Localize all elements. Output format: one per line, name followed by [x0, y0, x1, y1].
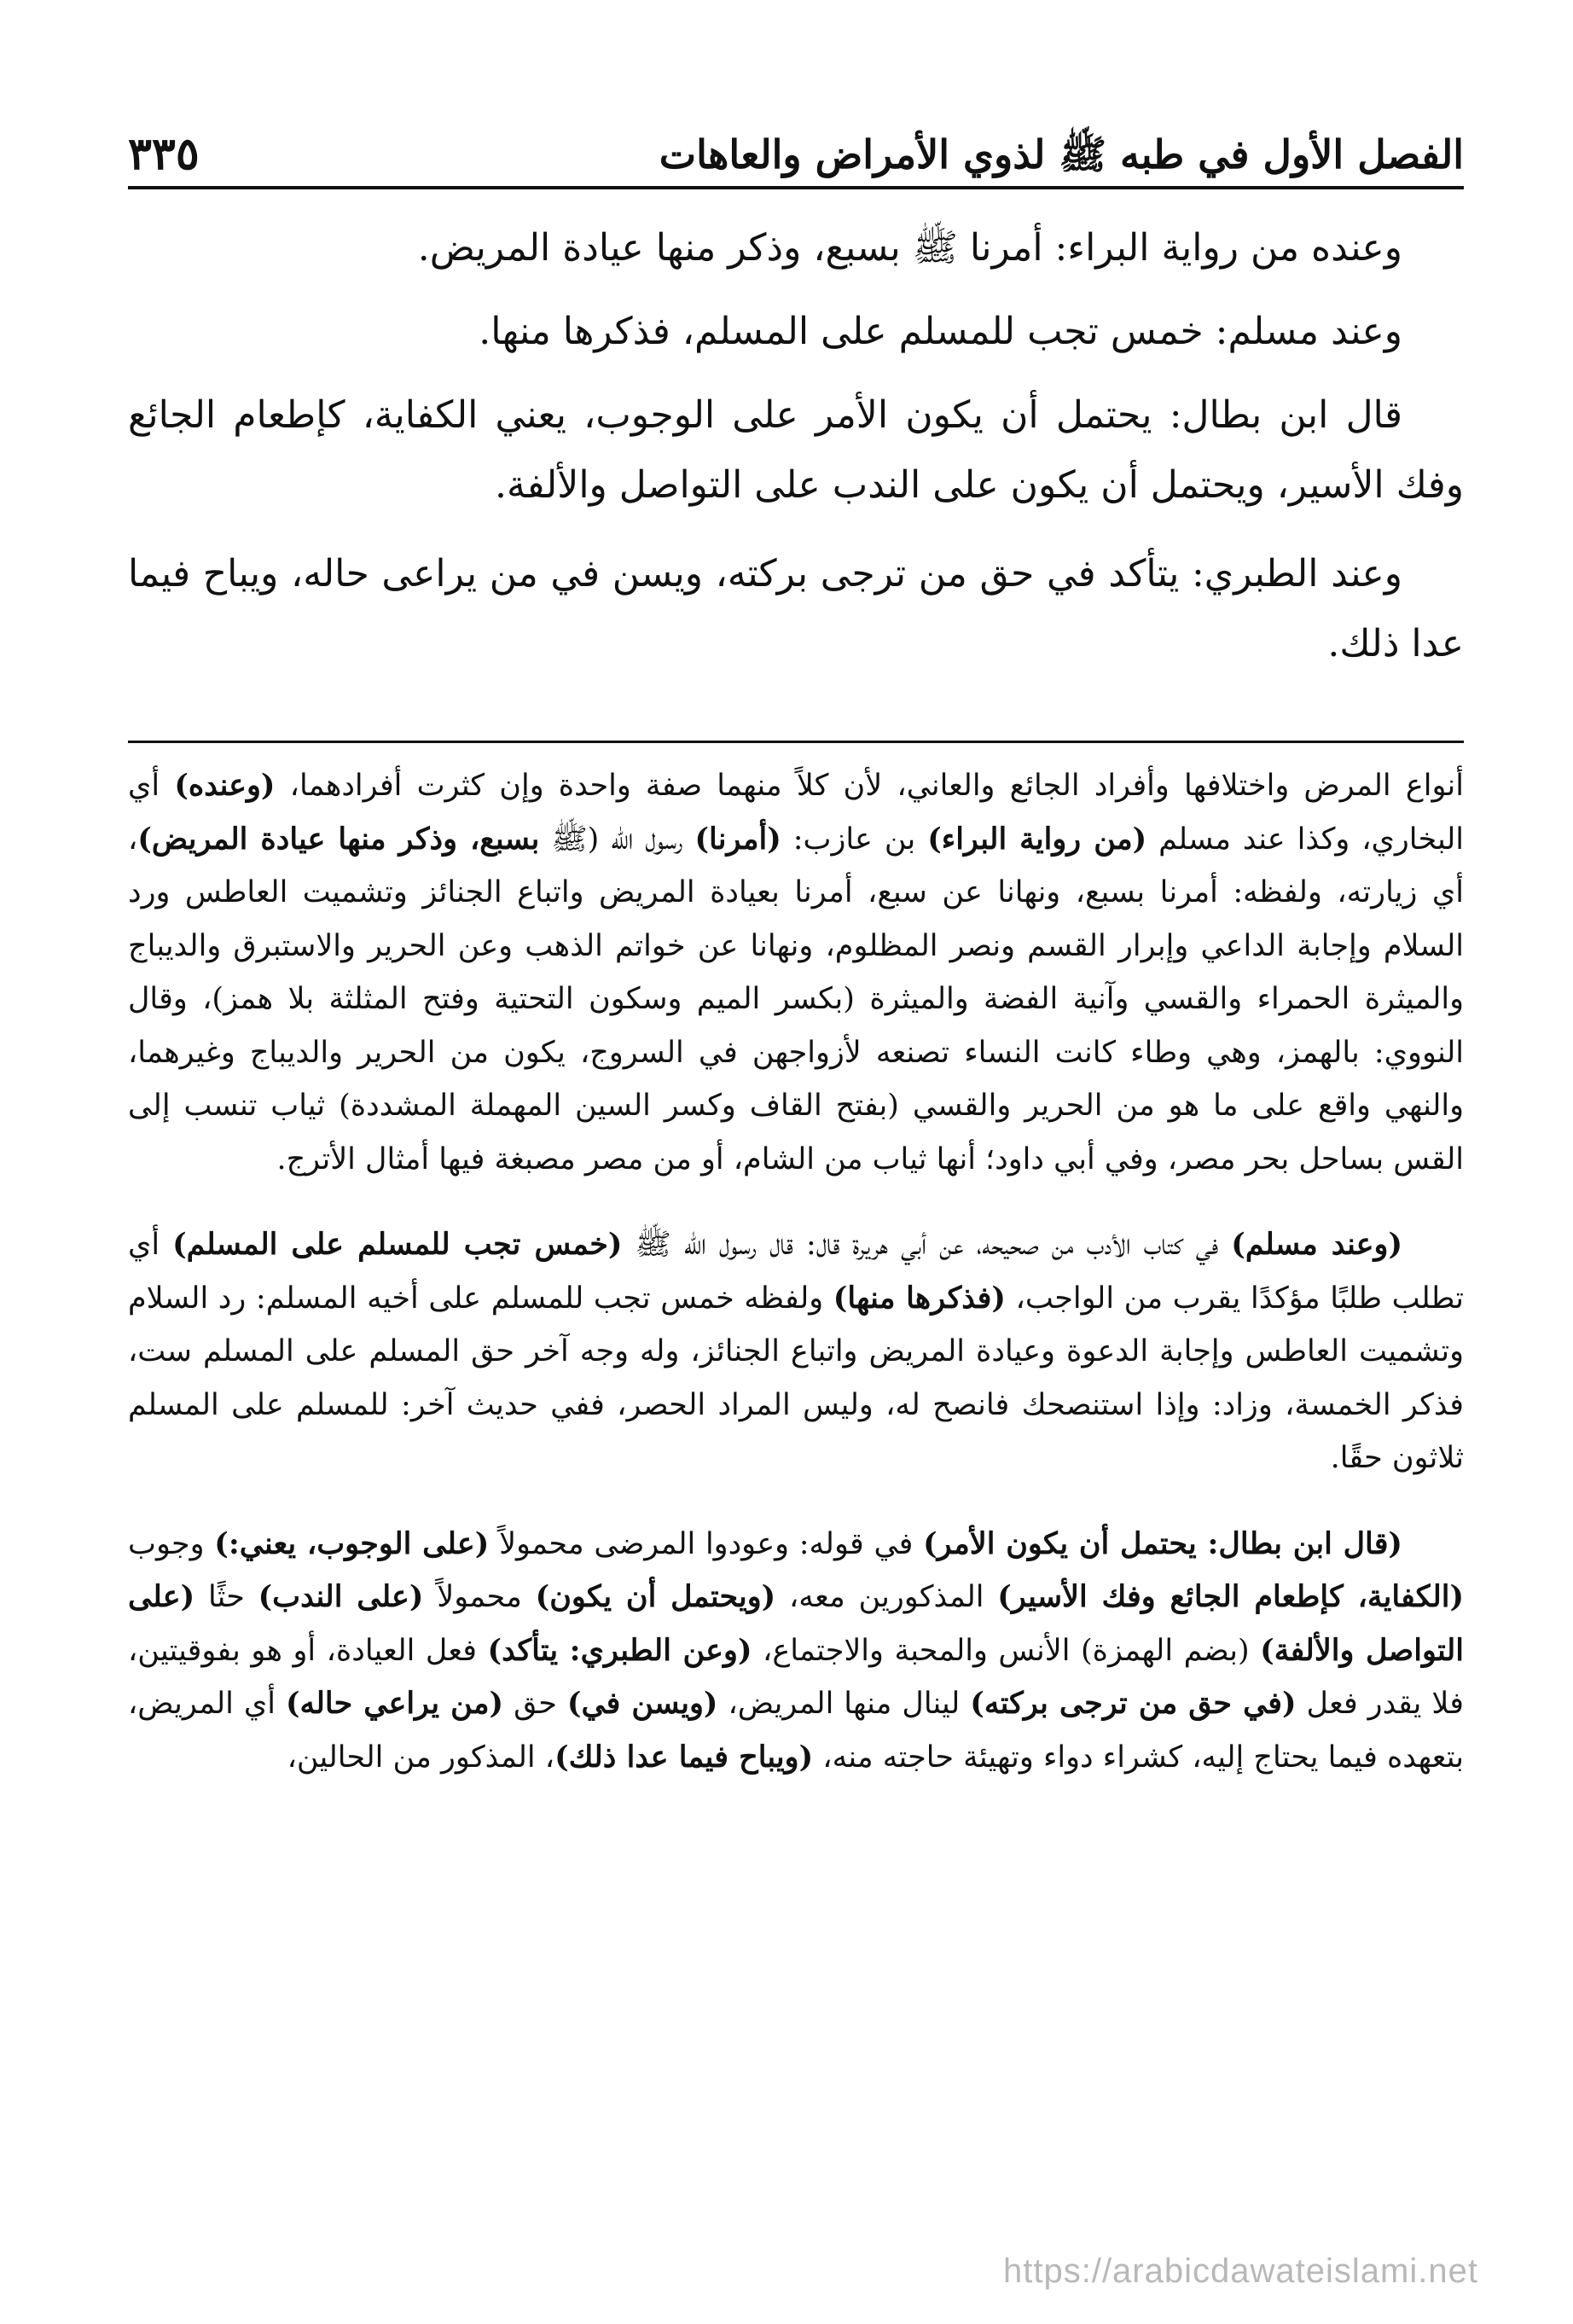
commentary-divider [128, 741, 1464, 743]
matn-paragraph: قال ابن بطال: يحتمل أن يكون الأمر على الوجوب، يعني الكفاية، كإطعام الجائع وفك الأسير، ويحتمل أن يكون على الندب على التواصل والألفة. [128, 393, 1464, 507]
source-watermark: https://arabicdawateislami.net [1003, 2252, 1478, 2290]
commentary-paragraph [128, 759, 1464, 1186]
commentary-text-run: لينال منها المريض، [717, 1687, 971, 1721]
quoted-phrase: (وعنده) [174, 768, 276, 803]
commentary-paragraph [128, 1218, 1464, 1485]
quoted-phrase: (وعن الطبري: يتأكد) [487, 1632, 752, 1668]
quoted-phrase: (وعند مسلم) [1231, 1227, 1403, 1262]
page-number: ٣٣٥ [128, 128, 200, 180]
commentary-text-run: في قوله: وعودوا المرضى محمولاً [489, 1526, 924, 1561]
commentary-text-run: المذكورين معه، [775, 1580, 998, 1614]
commentary-text-run: بن عازب: [781, 822, 928, 857]
commentary-text-run: ، المذكور من الحالين، [287, 1740, 555, 1775]
quoted-phrase: (خمس تجب للمسلم على المسلم) [172, 1227, 623, 1262]
matn-paragraph: وعنده من رواية البراء: أمرنا ﷺ بسبع، وذكر منها عيادة المريض. [417, 226, 1402, 270]
running-header [128, 128, 1464, 181]
quoted-phrase: (على الندب) [258, 1579, 424, 1614]
matn-paragraph: وعند الطبري: يتأكد في حق من ترجى بركته، ويسن في من يراعى حاله، ويباح فيما عدا ذلك. [128, 552, 1464, 665]
commentary-text-run: رسول الله (ﷺ [539, 822, 695, 857]
commentary-text-run: أي البخاري، وكذا عند مسلم [128, 769, 1464, 857]
commentary-text-run: أي المريض، بتعهده فيما يحتاج إليه، كشراء دواء وتهيئة حاجته منه، [128, 1687, 1464, 1775]
quoted-phrase: (الكفاية، كإطعام الجائع وفك الأسير) [997, 1579, 1465, 1614]
quoted-phrase: (في حق من ترجى بركته) [970, 1686, 1297, 1721]
matn-paragraph: وعند مسلم: خمس تجب للمسلم على المسلم، فذكرها منها. [479, 310, 1402, 353]
quoted-phrase: (قال ابن بطال: يحتمل أن يكون الأمر) [923, 1525, 1402, 1561]
commentary-text-run: فعل العيادة، أو هو بفوقيتين، فلا يقدر فعل [128, 1633, 1464, 1721]
quoted-phrase: (على التواصل والألفة) [128, 1579, 1464, 1668]
quoted-phrase: (ويسن في) [566, 1686, 718, 1721]
commentary-text-run: ، أي زيارته، ولفظه: أمرنا بسبع، ونهانا عن سبع، أمرنا بعيادة المريض واتباع الجنائز وتشميت العاطس ورد السلام وإجابة الداعي وإبرار القسم ونصر المظلوم، ونهانا عن خواتم الذهب وعن الحرير والاستبرق والديباج والميثرة الحمراء والقسي وآنية الفضة والميثرة (بكسر الميم وسكون التحتية وفتح المثلثة بلا همز)، وقال النووي: بالهمز، وهي وطاء كانت النساء تصنعه لأزواجهن في السروج، يكون من الحرير والديباج وغيرهما، والنهي واقع على ما هو من الحرير والقسي (بفتح القاف وكسر السين المهملة المشددة) ثياب تنسب إلى القس بساحل بحر مصر، وفي أبي داود؛ أنها ثياب من الشام، أو من مصر مصبغة فيها أمثال الأترج. [128, 822, 1464, 1177]
commentary-text-run: وجوب [128, 1526, 215, 1561]
commentary-paragraph [128, 1518, 1464, 1785]
quoted-phrase: (ويحتمل أن يكون) [535, 1579, 776, 1614]
main-text [128, 213, 1464, 698]
commentary-text-run: أي تطلب طلبًا مؤكدًا يقرب من الواجب، [128, 1228, 1464, 1316]
commentary-text-run: في كتاب الأدب من صحيحه، عن أبي هريرة قال: قال رسول الله ﷺ [622, 1228, 1232, 1262]
commentary-text-run: حثًا [194, 1580, 258, 1614]
quoted-phrase: (فذكرها منها) [833, 1280, 1006, 1316]
chapter-title: الفصل الأول في طبه ﷺ لذوي الأمراض والعاهات [659, 131, 1464, 177]
commentary-text [128, 759, 1464, 1816]
commentary-text-run: أنواع المرض واختلافها وأفراد الجائع والعاني، لأن كلاً منهما صفة واحدة وإن كثرت أفرادهما، [275, 769, 1464, 803]
quoted-phrase: بسبع، وذكر منها عيادة المريض) [137, 821, 540, 857]
commentary-text-run: حق [503, 1687, 567, 1721]
quoted-phrase: (أمرنا) [694, 821, 781, 857]
commentary-text-run: (بضم الهمزة) الأنس والمحبة والاجتماع، [752, 1633, 1261, 1668]
commentary-text-run: محمولاً [423, 1580, 536, 1614]
header-divider [128, 186, 1464, 189]
quoted-phrase: (على الوجوب، يعني:) [214, 1525, 490, 1561]
commentary-text-run: ولفظه خمس تجب للمسلم على أخيه المسلم: رد السلام وتشميت العاطس وإجابة الدعوة وعيادة المريض واتباع الجنائز، وله وجه آخر حق المسلم على المسلم ست، فذكر الخمسة، وزاد: وإذا استنصحك فانصح له، وليس المراد الحصر، ففي حديث آخر: للمسلم على المسلم ثلاثون حقًا. [128, 1281, 1464, 1475]
quoted-phrase: (ويباح فيما عدا ذلك) [554, 1739, 814, 1775]
quoted-phrase: (من رواية البراء) [927, 821, 1147, 857]
quoted-phrase: (من يراعي حاله) [285, 1686, 504, 1721]
